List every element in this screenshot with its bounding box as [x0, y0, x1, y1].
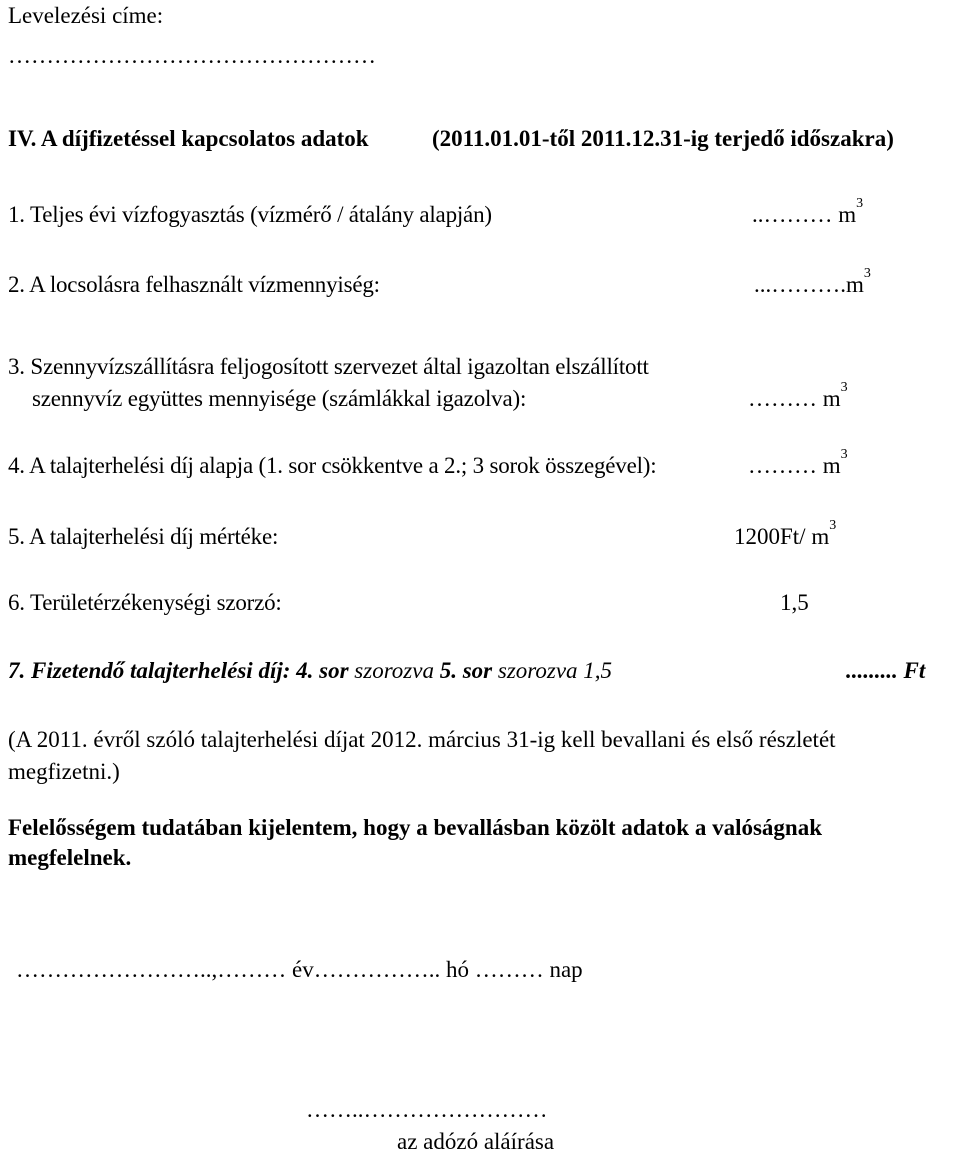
declaration-line1: Felelősségem tudatában kijelentem, hogy a bevallásban közölt adatok a valóságnak: [8, 815, 822, 840]
row6-label: 6. Területérzékenységi szorzó:: [8, 590, 282, 615]
row2-label: 2. A locsolásra felhasznált vízmennyiség:: [8, 272, 380, 297]
address-dots: …………………………………………: [8, 43, 376, 68]
section-heading: IV. A díjfizetéssel kapcsolatos adatok: [8, 126, 369, 151]
row1-value: ..……… $m^3$: [752, 196, 864, 227]
row3-label-line2: szennyvíz együttes mennyisége (számlákkal igazolva):: [32, 386, 527, 411]
row4-value: ……… $m^3$: [748, 447, 848, 478]
row7-label: 7. Fizetendő talajterhelési díj: 4. sor szorozva 5. sor szorozva 1,5: [8, 658, 613, 683]
note-line1: (A 2011. évről szóló talajterhelési díjat 2012. március 31-ig kell bevallani és első részletét: [8, 727, 836, 752]
row3-value: ……… $m^3$: [748, 380, 848, 411]
date-line: ……………………..,……… év…………….. hó ……… nap: [16, 957, 583, 982]
row7-value: ......... Ft: [846, 658, 926, 683]
row5-value: 1200Ft/ $m^3$: [734, 518, 837, 549]
declaration-line2: megfelelnek.: [8, 845, 132, 870]
row1-label: 1. Teljes évi vízfogyasztás (vízmérő / átalány alapján): [8, 202, 492, 227]
signature-dots: ……..……………………: [306, 1097, 548, 1122]
address-label: Levelezési címe:: [8, 3, 164, 28]
note-line2: megfizetni.): [8, 759, 120, 784]
signature-label: az adózó aláírása: [397, 1129, 555, 1154]
section-period: (2011.01.01-től 2011.12.31-ig terjedő időszakra): [432, 126, 894, 151]
row4-label: 4. A talajterhelési díj alapja (1. sor csökkentve a 2.; 3 sorok összegével):: [8, 453, 657, 478]
row3-label-line1: 3. Szennyvízszállításra feljogosított szervezet által igazoltan elszállított: [8, 354, 649, 379]
row6-value: 1,5: [780, 590, 809, 615]
row2-value: $...\dots\dots\dots.m^3$: [754, 266, 871, 297]
row5-label: 5. A talajterhelési díj mértéke:: [8, 524, 279, 549]
